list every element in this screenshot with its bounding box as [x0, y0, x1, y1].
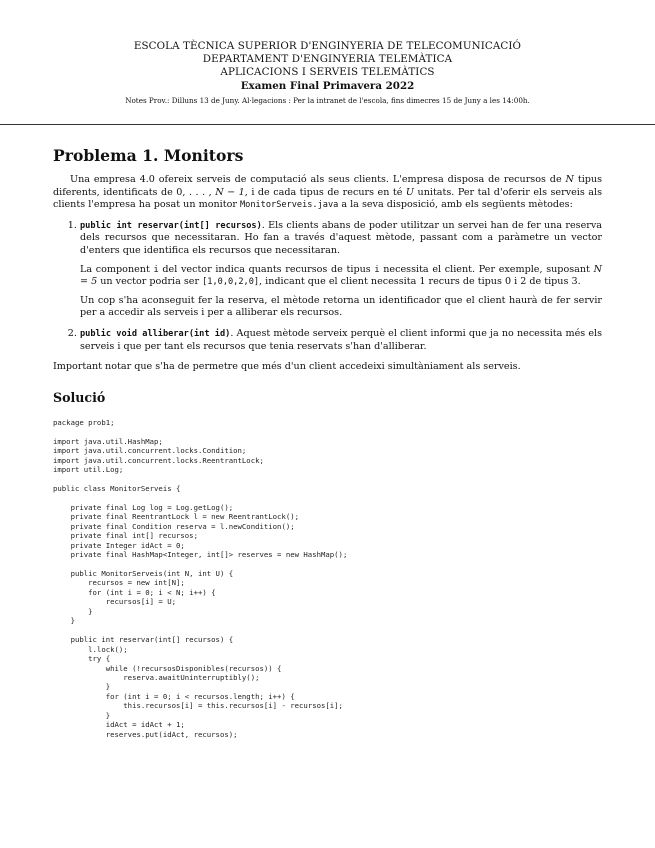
exam-title: Examen Final Primavera 2022 — [240, 79, 415, 92]
methods-list — [53, 220, 602, 353]
method-signature: public void alliberar(int id) — [80, 328, 231, 339]
problem-note: Important notar que s'ha de permetre que més d'un client accedeixi simultàniament als serveis. — [53, 361, 521, 373]
method-reservar-detail: La component i del vector indica quants recursos de tipus i necessita el client. Per exemple, suposant N = 5 un vector podria ser [1,0,0,2,0], indicant que el client necessita 1 recurs de tipus 0 i 2 de tipus 3. — [80, 263, 602, 288]
school-name: ESCOLA TÈCNICA SUPERIOR D'ENGINYERIA DE TELECOMUNICACIÓ — [133, 40, 522, 52]
method-signature: public int reservar(int[] recursos) — [80, 220, 262, 231]
solution-code: package prob1; import java.util.HashMap; import java.util.concurrent.locks.Condition; import java.util.concurrent.locks.ReentrantLock; import util.Log; public class MonitorServeis { private final Log log = Log.getLog(); private final ReentrantLock l = new ReentrantLock(); private final Condition reserva = l.newCondition(); private final int[] recursos; private Integer idAct = 0; private final HashMap<Integer, int[]> reserves = new HashMap(); public MonitorServeis(int N, int U) { recursos = new int[N]; for (int i = 0; i < N; i++) { recursos[i] = U; } } public int reservar(int[] recursos) { l.lock(); try { while (!recursosDisponibles(recursos)) { reserva.awaitUninterruptibly(); } for (int i = 0; i < recursos.length; i++) { this.recursos[i] = this.recursos[i] - recursos[i]; } idAct = idAct + 1; reserves.put(idAct, recursos); — [53, 417, 348, 739]
problem-title: Problema 1. Monitors — [53, 146, 244, 165]
department-name: DEPARTAMENT D'ENGINYERIA TELEMÀTICA — [202, 53, 453, 66]
header-divider — [0, 124, 655, 125]
course-name: APLICACIONS I SERVEIS TELEMÀTICS — [220, 66, 435, 79]
exam-notes: Notes Prov.: Dilluns 13 de Juny. Al·legacions : Per la intranet de l'escola, fins dimecres 15 de Juny a les 14:00h. — [125, 95, 530, 105]
method-reservar: 1. public int reservar(int[] recursos). Els clients abans de poder utilitzar un servei han de fer una reserva dels recursos que necessitaran. Ho fan a través d'aquest mètode, passant com a paràmetre un vector d'enters que identifica els recursos que necessitaran. La component i del vector indica quants recursos de tipus i necessita el client. Per exemple, suposant N = 5 un vector podria ser [1,0,0,2,0], indicant que el client necessita 1 recurs de tipus 0 i 2 de tipus 3. Un cop s'ha aconseguit fer la reserva, el mètode retorna un identificador que el client haurà de fer servir per a accedir als serveis i per a alliberar els recursos. — [80, 220, 602, 320]
solution-title: Solució — [53, 389, 106, 405]
main-content — [53, 147, 602, 739]
problem-intro: Una empresa 4.0 ofereix serveis de computació als seus clients. L'empresa disposa de recursos de N tipus diferents, identificats de 0, . . . , N − 1, i de cada tipus de recurs en té U unitats. Per tal d'oferir els serveis als clients l'empresa ha posat un monitor MonitorServeis.java a la seva disposició, amb els següents mètodes: — [53, 174, 603, 211]
method-reservar-return: Un cop s'ha aconseguit fer la reserva, el mètode retorna un identificador que el client haurà de fer servir per a accedir als serveis i per a alliberar els recursos. — [80, 294, 602, 319]
method-alliberar: 2. public void alliberar(int id). Aquest mètode serveix perquè el client informi que ja no necessita més els serveis i que per tant els recursos que tenia reservats s'han d'alliberar. — [80, 328, 602, 353]
document-header — [0, 40, 655, 107]
